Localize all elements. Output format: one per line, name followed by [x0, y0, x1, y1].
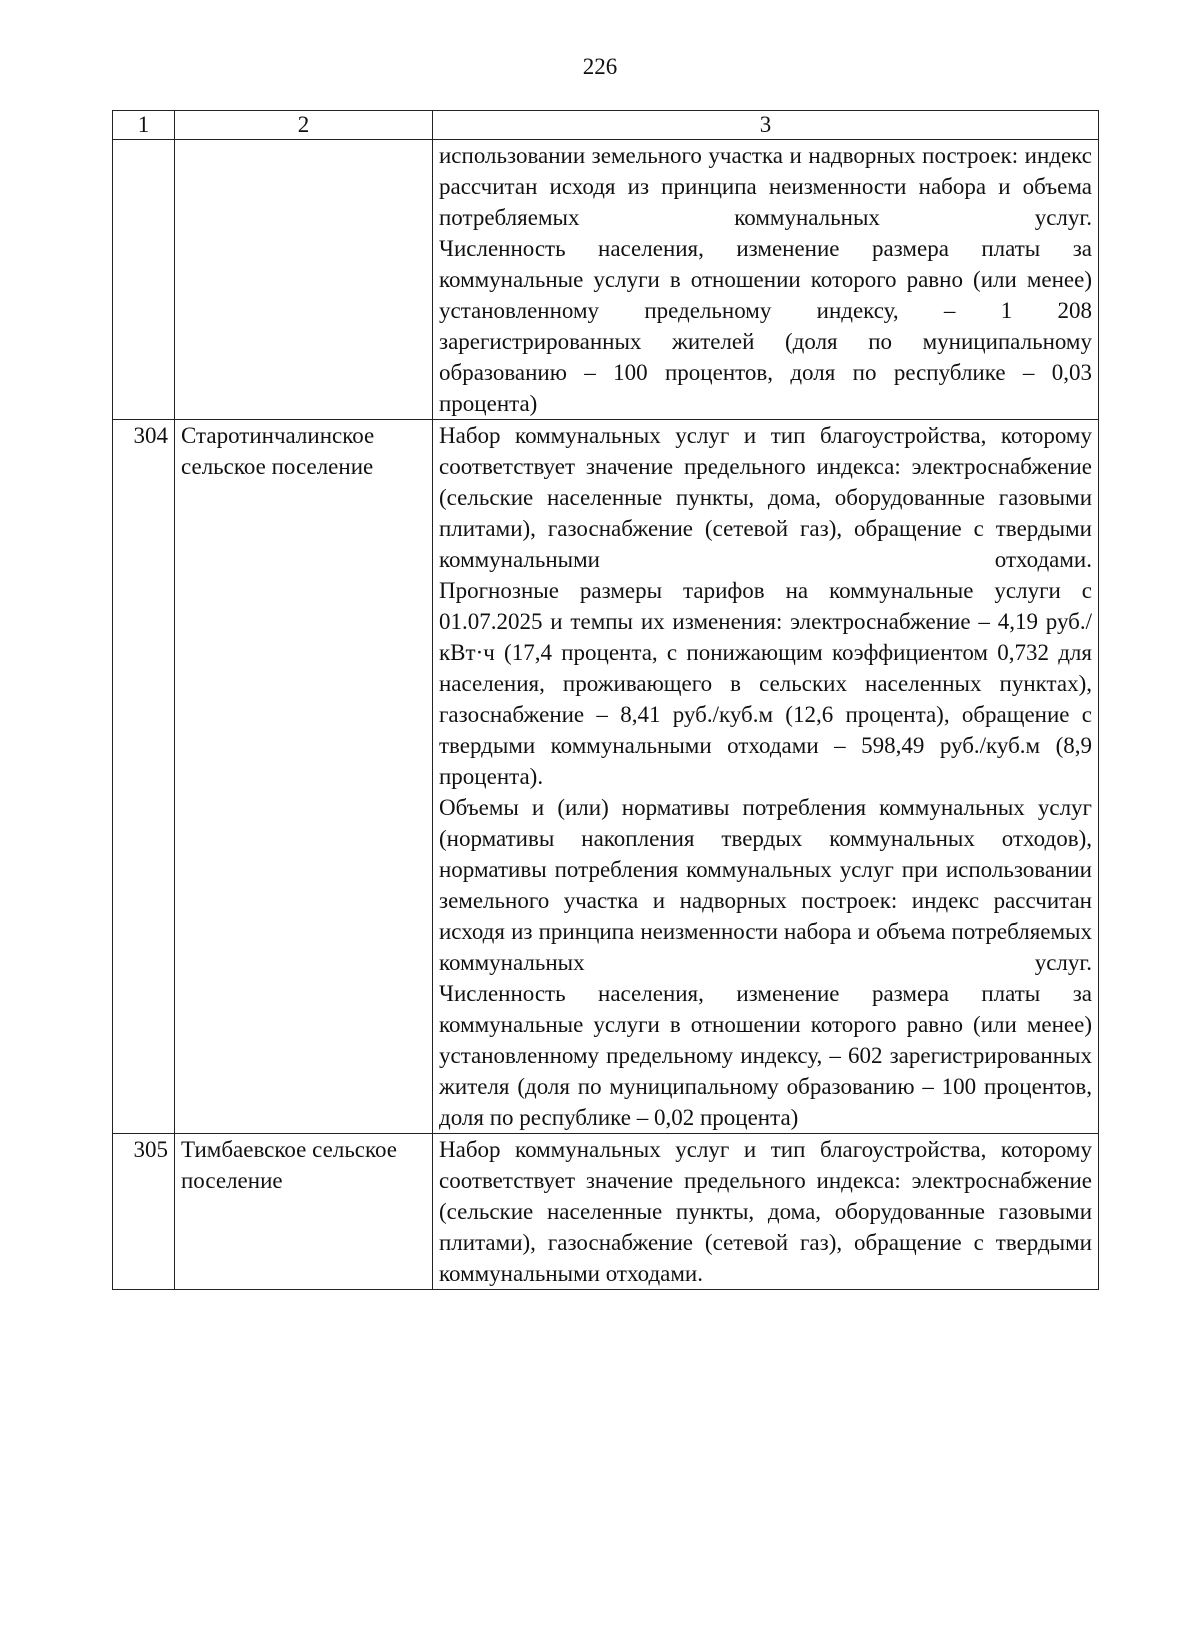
row-number: 304	[113, 420, 175, 1134]
paragraph: Набор коммунальных услуг и тип благоустройства, которому соответствует значение предельного индекса: электроснабжение (сельские населенные пункты, дома, оборудованные газовыми плитами), газоснабжение (сетевой газ), обращение с твердыми коммунальными отходами.	[439, 423, 1092, 572]
page-number: 226	[582, 54, 618, 79]
row-description	[433, 420, 1099, 1134]
row-number	[113, 140, 175, 420]
table-row	[113, 140, 1099, 420]
paragraph: Численность населения, изменение размера платы за коммунальные услуги в отношении которого равно (или менее) установленному предельному индексу, – 1 208 зарегистрированных жителей (доля по муниципальному образованию – 100 процентов, доля по республике – 0,03 процента)	[439, 236, 1092, 416]
paragraph: Численность населения, изменение размера платы за коммунальные услуги в отношении которого равно (или менее) установленному предельному индексу, – 602 зарегистрированных жителя (доля по муниципальному образованию – 100 процентов, доля по республике – 0,02 процента)	[439, 981, 1092, 1130]
document-table	[112, 110, 1099, 1290]
header-col-3: 3	[433, 111, 1099, 140]
header-col-1: 1	[113, 111, 175, 140]
table-row	[113, 420, 1099, 1134]
header-col-2: 2	[175, 111, 433, 140]
row-description	[433, 1134, 1099, 1290]
row-description	[433, 140, 1099, 420]
settlement-name: Тимбаевское сельское поселение	[175, 1134, 433, 1290]
table-header-row	[113, 111, 1099, 140]
settlement-name: Старотинчалинское сельское поселение	[175, 420, 433, 1134]
settlement-name	[175, 140, 433, 420]
paragraph: использовании земельного участка и надворных построек: индекс рассчитан исходя из принципа неизменности набора и объема потребляемых коммунальных услуг.	[439, 143, 1092, 230]
table-row	[113, 1134, 1099, 1290]
paragraph: Набор коммунальных услуг и тип благоустройства, которому соответствует значение предельного индекса: электроснабжение (сельские населенные пункты, дома, оборудованные газовыми плитами), газоснабжение (сетевой газ), обращение с твердыми коммунальными отходами.	[439, 1137, 1092, 1286]
paragraph: Объемы и (или) нормативы потребления коммунальных услуг (нормативы накопления твердых коммунальных отходов), нормативы потребления коммунальных услуг при использовании земельного участка и надворных построек: индекс рассчитан исходя из принципа неизменности набора и объема потребляемых коммунальных услуг.	[439, 795, 1092, 975]
row-number: 305	[113, 1134, 175, 1290]
paragraph: Прогнозные размеры тарифов на коммунальные услуги с 01.07.2025 и темпы их изменения: электроснабжение – 4,19 руб./кВт·ч (17,4 процента, с понижающим коэффициентом 0,732 для населения, проживающего в сельских населенных пунктах), газоснабжение – 8,41 руб./куб.м (12,6 процента), обращение с твердыми коммунальными отходами – 598,49 руб./куб.м (8,9 процента).	[439, 578, 1092, 789]
